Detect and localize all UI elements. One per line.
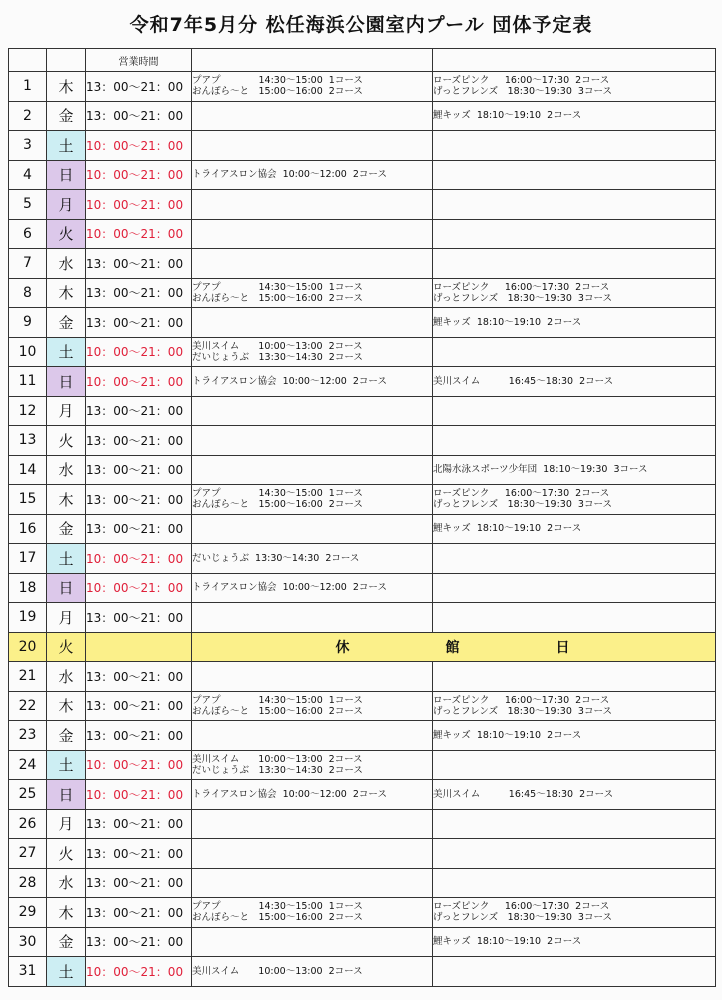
group-booking-line: プアプ 14:30～15:00 1コース	[192, 281, 363, 293]
opening-hours: 10：00～21：00	[86, 367, 192, 397]
day-number: 11	[9, 367, 47, 397]
group-booking-line: プアプ 14:30～15:00 1コース	[192, 901, 363, 913]
table-row	[9, 662, 716, 692]
hours-cell	[86, 632, 192, 662]
group-booking-line: トライアスロン協会 10:00～12:00 2コース	[192, 788, 387, 800]
group-booking-line: ローズピンク 16:00～17:30 2コース	[433, 694, 610, 706]
weekday: 月	[47, 603, 86, 633]
group-bookings-a	[192, 957, 433, 987]
table-row	[9, 101, 716, 131]
weekday: 土	[47, 957, 86, 987]
day-number: 17	[9, 544, 47, 574]
table-row	[9, 691, 716, 721]
group-booking-line: おんぽら～と 15:00～16:00 2コース	[192, 86, 363, 98]
table-row	[9, 219, 716, 249]
group-booking-line: ローズピンク 16:00～17:30 2コース	[433, 488, 610, 500]
group-booking-line: 鯉キッズ 18:10～19:10 2コース	[433, 729, 582, 741]
group-bookings-a	[192, 750, 433, 780]
group-bookings-a	[192, 691, 433, 721]
group-bookings-a	[192, 219, 433, 249]
day-number: 24	[9, 750, 47, 780]
day-number: 13	[9, 426, 47, 456]
group-bookings-a	[192, 190, 433, 220]
day-number: 28	[9, 868, 47, 898]
group-bookings-b	[433, 839, 716, 869]
table-row	[9, 455, 716, 485]
group-booking-line: 美川スイム 10:00～13:00 2コース	[192, 965, 363, 977]
table-row	[9, 544, 716, 574]
group-bookings-b	[433, 308, 716, 338]
group-bookings-b	[433, 514, 716, 544]
group-booking-line: おんぽら～と 15:00～16:00 2コース	[192, 705, 363, 717]
group-booking-line: プアプ 14:30～15:00 1コース	[192, 75, 363, 87]
group-bookings-b	[433, 455, 716, 485]
group-bookings-b	[433, 809, 716, 839]
table-row	[9, 396, 716, 426]
group-bookings-b	[433, 750, 716, 780]
opening-hours: 13：00～21：00	[86, 721, 192, 751]
day-number: 23	[9, 721, 47, 751]
opening-hours: 10：00～21：00	[86, 957, 192, 987]
weekday: 木	[47, 898, 86, 928]
day-number: 2	[9, 101, 47, 131]
group-bookings-b	[433, 131, 716, 161]
day-number: 16	[9, 514, 47, 544]
day-number: 19	[9, 603, 47, 633]
group-bookings-b	[433, 367, 716, 397]
opening-hours: 10：00～21：00	[86, 544, 192, 574]
weekday: 火	[47, 632, 86, 662]
group-bookings-a	[192, 573, 433, 603]
group-bookings-b	[433, 957, 716, 987]
group-booking-line: ローズピンク 16:00～17:30 2コース	[433, 281, 610, 293]
table-row	[9, 927, 716, 957]
group-bookings-b	[433, 101, 716, 131]
group-bookings-a	[192, 455, 433, 485]
weekday: 日	[47, 573, 86, 603]
group-bookings-b	[433, 485, 716, 515]
opening-hours: 10：00～21：00	[86, 573, 192, 603]
opening-hours: 13：00～21：00	[86, 426, 192, 456]
group-booking-line: 美川スイム 16:45～18:30 2コース	[433, 375, 614, 387]
table-row	[9, 750, 716, 780]
table-row	[9, 426, 716, 456]
opening-hours: 10：00～21：00	[86, 337, 192, 367]
table-row	[9, 160, 716, 190]
closed-day-label	[192, 632, 716, 662]
group-booking-line: プアプ 14:30～15:00 1コース	[192, 488, 363, 500]
closed-char: 日	[555, 639, 572, 656]
day-number: 20	[9, 632, 47, 662]
weekday: 金	[47, 308, 86, 338]
table-row	[9, 190, 716, 220]
group-booking-line: おんぽら～と 15:00～16:00 2コース	[192, 292, 363, 304]
group-booking-line: トライアスロン協会 10:00～12:00 2コース	[192, 169, 387, 181]
group-bookings-a	[192, 809, 433, 839]
table-row	[9, 603, 716, 633]
table-row	[9, 632, 716, 662]
group-bookings-a	[192, 721, 433, 751]
table-row	[9, 485, 716, 515]
day-number: 22	[9, 691, 47, 721]
weekday: 土	[47, 750, 86, 780]
group-bookings-b	[433, 278, 716, 308]
opening-hours: 13：00～21：00	[86, 72, 192, 102]
table-row	[9, 809, 716, 839]
day-number: 14	[9, 455, 47, 485]
opening-hours: 13：00～21：00	[86, 898, 192, 928]
table-row	[9, 957, 716, 987]
table-row	[9, 308, 716, 338]
opening-hours: 13：00～21：00	[86, 455, 192, 485]
opening-hours: 10：00～21：00	[86, 219, 192, 249]
day-number: 8	[9, 278, 47, 308]
weekday: 金	[47, 101, 86, 131]
group-bookings-b	[433, 396, 716, 426]
table-row	[9, 337, 716, 367]
group-booking-line: 美川スイム 10:00～13:00 2コース	[192, 340, 363, 352]
group-booking-line: げっとフレンズ 18:30～19:30 3コース	[433, 292, 612, 304]
header-weekday-cell	[47, 49, 86, 72]
opening-hours: 13：00～21：00	[86, 809, 192, 839]
opening-hours: 13：00～21：00	[86, 868, 192, 898]
group-bookings-a	[192, 603, 433, 633]
group-bookings-b	[433, 868, 716, 898]
closed-char: 館	[445, 639, 462, 656]
weekday: 水	[47, 662, 86, 692]
closed-char: 休	[335, 639, 352, 656]
weekday: 月	[47, 809, 86, 839]
group-booking-line: 美川スイム 16:45～18:30 2コース	[433, 788, 614, 800]
group-booking-line: げっとフレンズ 18:30～19:30 3コース	[433, 912, 612, 924]
group-bookings-a	[192, 780, 433, 810]
group-bookings-b	[433, 426, 716, 456]
group-booking-line: だいじょうぶ 13:30～14:30 2コース	[192, 764, 363, 776]
table-row	[9, 898, 716, 928]
day-number: 25	[9, 780, 47, 810]
group-bookings-a	[192, 160, 433, 190]
group-bookings-b	[433, 662, 716, 692]
group-booking-line: げっとフレンズ 18:30～19:30 3コース	[433, 86, 612, 98]
group-booking-line: だいじょうぶ 13:30～14:30 2コース	[192, 351, 363, 363]
group-booking-line: おんぽら～と 15:00～16:00 2コース	[192, 499, 363, 511]
header-hours-label: 営業時間	[86, 49, 192, 72]
weekday: 金	[47, 721, 86, 751]
group-bookings-a	[192, 396, 433, 426]
weekday: 金	[47, 927, 86, 957]
group-bookings-b	[433, 190, 716, 220]
weekday: 水	[47, 455, 86, 485]
day-number: 9	[9, 308, 47, 338]
group-bookings-a	[192, 514, 433, 544]
opening-hours: 10：00～21：00	[86, 131, 192, 161]
group-booking-line: げっとフレンズ 18:30～19:30 3コース	[433, 705, 612, 717]
weekday: 日	[47, 367, 86, 397]
group-booking-line: トライアスロン協会 10:00～12:00 2コース	[192, 582, 387, 594]
opening-hours: 13：00～21：00	[86, 396, 192, 426]
opening-hours: 13：00～21：00	[86, 485, 192, 515]
group-bookings-b	[433, 603, 716, 633]
weekday: 火	[47, 426, 86, 456]
weekday: 火	[47, 219, 86, 249]
table-row	[9, 721, 716, 751]
table-row	[9, 514, 716, 544]
weekday: 土	[47, 337, 86, 367]
group-bookings-a	[192, 337, 433, 367]
group-bookings-a	[192, 278, 433, 308]
group-booking-line: げっとフレンズ 18:30～19:30 3コース	[433, 499, 612, 511]
day-number: 3	[9, 131, 47, 161]
group-booking-line: 鯉キッズ 18:10～19:10 2コース	[433, 110, 582, 122]
opening-hours: 10：00～21：00	[86, 160, 192, 190]
opening-hours: 13：00～21：00	[86, 308, 192, 338]
page-title: 令和7年5月分 松任海浜公園室内プール 団体予定表	[129, 14, 593, 36]
group-bookings-b	[433, 337, 716, 367]
weekday: 火	[47, 839, 86, 869]
opening-hours: 13：00～21：00	[86, 927, 192, 957]
group-booking-line: ローズピンク 16:00～17:30 2コース	[433, 901, 610, 913]
opening-hours: 13：00～21：00	[86, 839, 192, 869]
day-number: 29	[9, 898, 47, 928]
weekday: 水	[47, 249, 86, 279]
header-day-cell	[9, 49, 47, 72]
group-booking-line: 鯉キッズ 18:10～19:10 2コース	[433, 316, 582, 328]
group-booking-line: 鯉キッズ 18:10～19:10 2コース	[433, 523, 582, 535]
weekday: 土	[47, 131, 86, 161]
group-booking-line: プアプ 14:30～15:00 1コース	[192, 694, 363, 706]
opening-hours: 13：00～21：00	[86, 249, 192, 279]
table-row	[9, 249, 716, 279]
group-bookings-a	[192, 839, 433, 869]
group-booking-line: 美川スイム 10:00～13:00 2コース	[192, 753, 363, 765]
group-bookings-b	[433, 72, 716, 102]
day-number: 18	[9, 573, 47, 603]
day-number: 21	[9, 662, 47, 692]
day-number: 1	[9, 72, 47, 102]
table-row	[9, 573, 716, 603]
group-bookings-a	[192, 101, 433, 131]
opening-hours: 13：00～21：00	[86, 691, 192, 721]
group-bookings-a	[192, 308, 433, 338]
group-bookings-b	[433, 160, 716, 190]
group-booking-line: おんぽら～と 15:00～16:00 2コース	[192, 912, 363, 924]
table-row	[9, 780, 716, 810]
day-number: 5	[9, 190, 47, 220]
group-bookings-a	[192, 72, 433, 102]
group-bookings-b	[433, 721, 716, 751]
group-bookings-b	[433, 249, 716, 279]
day-number: 6	[9, 219, 47, 249]
weekday: 日	[47, 160, 86, 190]
header-groups-a-cell	[192, 49, 433, 72]
group-bookings-a	[192, 249, 433, 279]
weekday: 木	[47, 278, 86, 308]
group-booking-line: だいじょうぶ 13:30～14:30 2コース	[192, 552, 360, 564]
group-bookings-b	[433, 780, 716, 810]
weekday: 木	[47, 72, 86, 102]
weekday: 日	[47, 780, 86, 810]
table-row	[9, 868, 716, 898]
day-number: 15	[9, 485, 47, 515]
day-number: 26	[9, 809, 47, 839]
group-bookings-a	[192, 662, 433, 692]
group-booking-line: ローズピンク 16:00～17:30 2コース	[433, 75, 610, 87]
weekday: 月	[47, 190, 86, 220]
opening-hours: 13：00～21：00	[86, 662, 192, 692]
weekday: 木	[47, 485, 86, 515]
schedule-table	[8, 48, 716, 987]
day-number: 4	[9, 160, 47, 190]
weekday: 月	[47, 396, 86, 426]
group-bookings-b	[433, 927, 716, 957]
opening-hours: 13：00～21：00	[86, 603, 192, 633]
group-bookings-b	[433, 573, 716, 603]
weekday: 水	[47, 868, 86, 898]
group-bookings-a	[192, 367, 433, 397]
group-bookings-b	[433, 219, 716, 249]
group-bookings-a	[192, 485, 433, 515]
opening-hours: 10：00～21：00	[86, 190, 192, 220]
day-number: 10	[9, 337, 47, 367]
table-row	[9, 131, 716, 161]
day-number: 7	[9, 249, 47, 279]
group-bookings-b	[433, 691, 716, 721]
day-number: 27	[9, 839, 47, 869]
header-row	[9, 49, 716, 72]
day-number: 30	[9, 927, 47, 957]
table-row	[9, 72, 716, 102]
opening-hours: 13：00～21：00	[86, 514, 192, 544]
group-bookings-a	[192, 426, 433, 456]
group-bookings-a	[192, 131, 433, 161]
weekday: 木	[47, 691, 86, 721]
weekday: 金	[47, 514, 86, 544]
table-row	[9, 278, 716, 308]
group-booking-line: 鯉キッズ 18:10～19:10 2コース	[433, 936, 582, 948]
group-bookings-a	[192, 544, 433, 574]
group-booking-line: 北陽水泳スポーツ少年団 18:10～19:30 3コース	[433, 464, 648, 476]
group-bookings-a	[192, 898, 433, 928]
group-bookings-a	[192, 927, 433, 957]
group-booking-line: トライアスロン協会 10:00～12:00 2コース	[192, 375, 387, 387]
weekday: 土	[47, 544, 86, 574]
opening-hours: 13：00～21：00	[86, 101, 192, 131]
group-bookings-b	[433, 544, 716, 574]
opening-hours: 10：00～21：00	[86, 750, 192, 780]
opening-hours: 10：00～21：00	[86, 780, 192, 810]
group-bookings-b	[433, 898, 716, 928]
day-number: 31	[9, 957, 47, 987]
day-number: 12	[9, 396, 47, 426]
group-bookings-a	[192, 868, 433, 898]
header-groups-b-cell	[433, 49, 716, 72]
opening-hours: 13：00～21：00	[86, 278, 192, 308]
table-row	[9, 839, 716, 869]
table-row	[9, 367, 716, 397]
